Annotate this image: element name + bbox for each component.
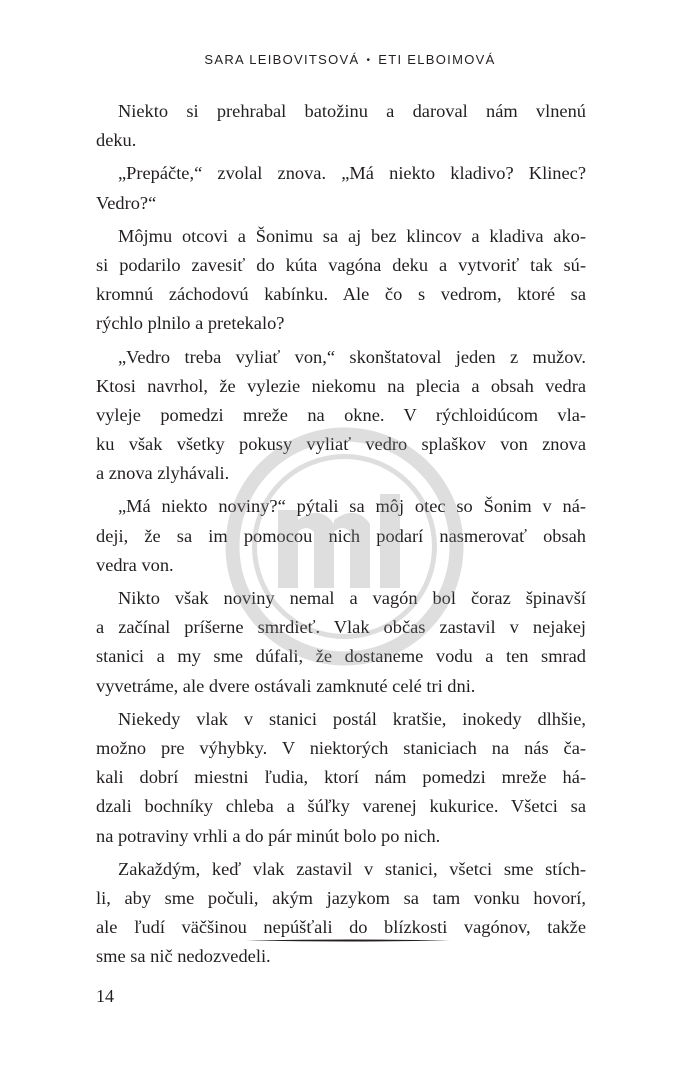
text-line: kromnú záchodovú kabínku. Ale čo s vedrom, ktoré sa bbox=[96, 284, 586, 305]
header-separator: • bbox=[366, 55, 372, 66]
page-number: 14 bbox=[96, 986, 114, 1006]
text-line: kali dobrí miestni ľudia, ktorí nám pomedzi mreže há- bbox=[96, 767, 586, 788]
paragraph bbox=[96, 97, 586, 155]
text-line: sme sa nič nedozvedeli. bbox=[96, 946, 271, 967]
section-divider bbox=[245, 939, 450, 942]
text-line: na potraviny vrhli a do pár minút bolo po nich. bbox=[96, 825, 441, 846]
text-line: dzali bochníky chleba a šúľky varenej kukurice. Všetci sa bbox=[96, 796, 586, 817]
text-line: stanici a my sme dúfali, že dostaneme vodu a ten smrad bbox=[96, 646, 586, 667]
text-line: Môjmu otcovi a Šonimu sa aj bez klincov a kladiva ako- bbox=[118, 225, 586, 246]
header-author-2: ETI ELBOIMOVÁ bbox=[378, 52, 496, 67]
text-line: Nikto však noviny nemal a vagón bol čoraz špinavší bbox=[118, 588, 586, 608]
text-line: ku však všetky pokusy vyliať vedro splaškov von znova bbox=[96, 434, 586, 455]
text-line: deku. bbox=[96, 130, 137, 151]
paragraph bbox=[96, 855, 586, 972]
paragraph bbox=[96, 584, 586, 701]
text-line: Vedro?“ bbox=[96, 192, 157, 213]
paragraph bbox=[96, 159, 586, 217]
body-text bbox=[96, 97, 586, 975]
paragraph bbox=[96, 343, 586, 489]
running-header bbox=[0, 52, 700, 67]
text-line: a znova zlyhávali. bbox=[96, 463, 230, 484]
text-line: deji, že sa im pomocou nich podarí nasmerovať obsah bbox=[96, 525, 586, 546]
text-line: ale ľudí väčšinou nepúšťali do blízkosti vagónov, takže bbox=[96, 917, 586, 938]
text-line: vyvetráme, ale dvere ostávali zamknuté celé tri dni. bbox=[96, 675, 476, 696]
paragraph bbox=[96, 492, 586, 580]
text-line: Niekedy vlak v stanici postál kratšie, inokedy dlhšie, bbox=[118, 708, 586, 729]
text-line: rýchlo plnilo a pretekalo? bbox=[96, 313, 285, 334]
text-line: Zakaždým, keď vlak zastavil v stanici, všetci sme stích- bbox=[118, 858, 586, 879]
text-line: Niekto si prehrabal batožinu a daroval nám vlnenú bbox=[118, 101, 586, 121]
text-line: „Má niekto noviny?“ pýtali sa môj otec so Šonim v ná- bbox=[118, 496, 586, 517]
text-line: „Prepáčte,“ zvolal znova. „Má niekto kladivo? Klinec? bbox=[118, 163, 586, 184]
text-line: „Vedro treba vyliať von,“ skonštatoval jeden z mužov. bbox=[118, 346, 586, 367]
text-line: si podarilo zavesiť do kúta vagóna deku a vytvoriť tak sú- bbox=[96, 254, 586, 275]
text-line: li, aby sme počuli, akým jazykom sa tam vonku hovorí, bbox=[96, 887, 586, 908]
paragraph bbox=[96, 222, 586, 339]
text-line: a začínal príšerne smrdieť. Vlak občas zastavil v nejakej bbox=[96, 617, 586, 638]
text-line: vedra von. bbox=[96, 554, 174, 575]
text-line: možno pre výhybky. V niektorých staniciach na nás ča- bbox=[96, 737, 586, 758]
paragraph bbox=[96, 705, 586, 851]
text-line: Ktosi navrhol, že vylezie niekomu na plecia a obsah vedra bbox=[96, 375, 586, 396]
text-line: vyleje pomedzi mreže na okne. V rýchloidúcom vla- bbox=[96, 404, 586, 425]
header-author-1: SARA LEIBOVITSOVÁ bbox=[204, 52, 360, 67]
